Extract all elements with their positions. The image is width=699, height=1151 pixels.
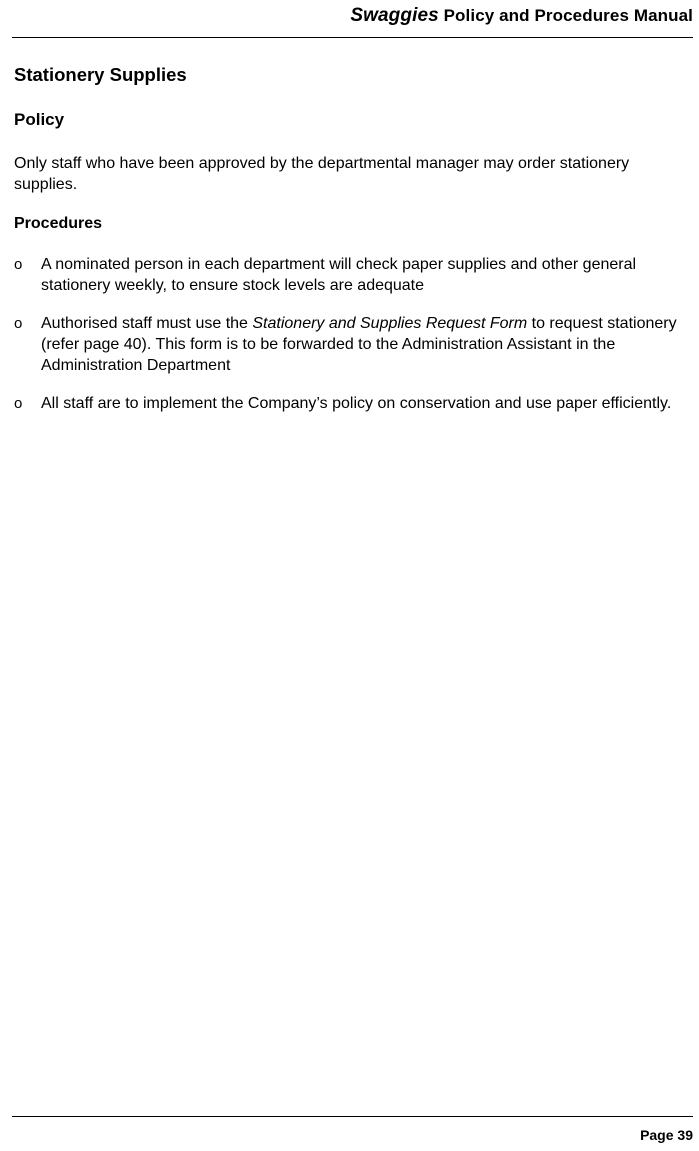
bullet-icon: o [14,315,23,332]
policy-text: Only staff who have been approved by the departmental manager may order stationery supplies. [14,155,630,193]
bullet-icon: o [14,395,23,412]
procedures-heading: Procedures [14,215,103,232]
procedure-item-1 [14,254,684,296]
page-number: Page 39 [640,1127,693,1143]
footer-divider [12,1116,693,1117]
procedure-item-text-before: Authorised staff must use the [41,315,253,332]
procedures-list [14,254,684,414]
procedure-item-text: All staff are to implement the Company’s policy on conservation and use paper efficiently. [41,395,672,412]
procedure-item-text: A nominated person in each department will check paper supplies and other general stationery weekly, to ensure stock levels are adequate [41,256,637,294]
bullet-icon: o [14,256,23,273]
form-name-emphasis: Stationery and Supplies Request Form [252,315,528,332]
brand-name: Swaggies [350,5,439,26]
page-header [12,0,693,38]
page-title: Stationery Supplies [14,64,187,85]
policy-heading: Policy [14,110,65,129]
document-body [14,62,684,431]
header-title-rest: Policy and Procedures Manual [438,6,693,25]
procedure-item-2 [14,313,684,376]
procedure-item-text-after: to request stationery (refer page 40). This form is to be forwarded to the Administration Assistant in the Administration Department [41,315,677,374]
header-title [350,5,693,27]
procedure-item-3 [14,393,684,414]
